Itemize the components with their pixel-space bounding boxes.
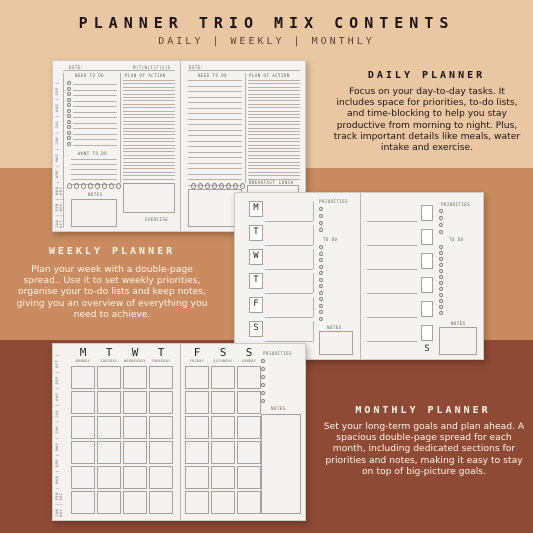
calendar-cell bbox=[123, 491, 147, 514]
priority-checkbox-icon bbox=[439, 223, 443, 227]
calendar-cell bbox=[123, 441, 147, 464]
calendar-cell bbox=[149, 466, 173, 489]
calendar-cell bbox=[237, 391, 261, 414]
divider bbox=[188, 174, 242, 175]
weekday-box bbox=[421, 229, 433, 245]
divider bbox=[123, 168, 175, 169]
divider bbox=[248, 175, 300, 176]
weekday-letter: S bbox=[253, 323, 259, 333]
calendar-cell bbox=[211, 466, 235, 489]
divider bbox=[123, 80, 175, 81]
divider bbox=[248, 124, 300, 125]
divider bbox=[313, 297, 314, 317]
divider bbox=[248, 117, 300, 118]
calendar-cell bbox=[123, 416, 147, 439]
monthly-planner-preview bbox=[52, 343, 306, 521]
priority-checkbox-icon bbox=[319, 207, 323, 211]
divider bbox=[188, 113, 242, 114]
day-letter: S bbox=[219, 346, 227, 359]
daily-weekdays: M|T|W|T|F|S|S bbox=[133, 65, 171, 70]
calendar-cell bbox=[97, 416, 121, 439]
daily-planner-heading: DAILY PLANNER bbox=[367, 70, 486, 81]
todo-checkbox-icon bbox=[319, 245, 323, 249]
todo-checkbox-icon bbox=[67, 81, 71, 85]
daily-need-to-do-label: NEED TO DO bbox=[75, 73, 105, 78]
divider bbox=[123, 148, 175, 149]
todo-checkbox-icon bbox=[439, 245, 443, 249]
priority-checkbox-icon bbox=[261, 391, 265, 395]
todo-checkbox-icon bbox=[319, 252, 323, 256]
day-name: SATURDAY bbox=[213, 359, 233, 363]
divider bbox=[73, 101, 117, 102]
weekly-priorities-label: PRIORITIES bbox=[319, 199, 349, 204]
todo-checkbox-icon bbox=[319, 271, 323, 275]
daily-date-label-right: DATE: bbox=[189, 65, 204, 70]
daily-notes-label: NOTES bbox=[88, 192, 103, 197]
water-drop-icon bbox=[109, 183, 114, 189]
divider bbox=[248, 87, 300, 88]
calendar-cell bbox=[149, 491, 173, 514]
calendar-cell bbox=[97, 391, 121, 414]
calendar-cell bbox=[123, 366, 147, 389]
meal-box bbox=[123, 183, 175, 213]
calendar-cell bbox=[71, 391, 95, 414]
calendar-cell bbox=[123, 391, 147, 414]
divider bbox=[123, 165, 175, 166]
divider bbox=[73, 84, 117, 85]
divider bbox=[248, 148, 300, 149]
divider bbox=[71, 179, 117, 180]
calendar-cell bbox=[237, 416, 261, 439]
page-subtitle: DAILY | WEEKLY | MONTHLY bbox=[158, 36, 375, 47]
calendar-cell bbox=[237, 491, 261, 514]
calendar-cell bbox=[97, 366, 121, 389]
weekday-box bbox=[421, 301, 433, 317]
divider bbox=[123, 128, 175, 129]
todo-checkbox-icon bbox=[319, 317, 323, 321]
notes-box bbox=[71, 199, 117, 227]
calendar-cell bbox=[149, 366, 173, 389]
todo-checkbox-icon bbox=[67, 87, 71, 91]
weekly-to-do-label: TO DO bbox=[323, 237, 338, 242]
divider bbox=[248, 134, 300, 135]
todo-checkbox-icon bbox=[67, 131, 71, 135]
divider bbox=[73, 145, 117, 146]
water-drop-icon bbox=[102, 183, 107, 189]
todo-checkbox-icon bbox=[67, 114, 71, 118]
divider bbox=[248, 168, 300, 169]
divider bbox=[367, 317, 417, 318]
weekday-box bbox=[421, 277, 433, 293]
divider bbox=[188, 163, 242, 164]
divider bbox=[248, 131, 300, 132]
weekday-letter: W bbox=[253, 251, 259, 261]
weekly-planner-description: Plan your week with a double-page spread.. Use it to set weekly priorities, organise your to-do lists and keep notes, giving you an overview of everything you need to achieve. bbox=[16, 264, 208, 320]
divider bbox=[188, 86, 242, 87]
todo-checkbox-icon bbox=[319, 278, 323, 282]
divider bbox=[248, 155, 300, 156]
water-drop-icon bbox=[116, 183, 121, 189]
water-drop-icon bbox=[88, 183, 93, 189]
divider bbox=[123, 114, 175, 115]
daily-plan-of-action-label-right: PLAN OF ACTION bbox=[249, 73, 290, 78]
todo-checkbox-icon bbox=[319, 304, 323, 308]
calendar-cell bbox=[185, 391, 209, 414]
calendar-cell bbox=[237, 466, 261, 489]
divider bbox=[248, 138, 300, 139]
todo-checkbox-icon bbox=[67, 120, 71, 124]
divider bbox=[367, 269, 417, 270]
daily-need-to-do-label-right: NEED TO DO bbox=[198, 73, 228, 78]
divider bbox=[123, 179, 175, 180]
divider bbox=[248, 107, 300, 108]
divider bbox=[313, 321, 314, 341]
day-letter: F bbox=[193, 346, 201, 359]
todo-checkbox-icon bbox=[319, 258, 323, 262]
day-name: SUNDAY bbox=[241, 359, 257, 363]
divider bbox=[313, 249, 314, 269]
divider bbox=[73, 128, 117, 129]
divider bbox=[248, 83, 300, 84]
day-letter: M bbox=[79, 346, 87, 359]
calendar-cell bbox=[149, 441, 173, 464]
priority-checkbox-icon bbox=[319, 214, 323, 218]
divider bbox=[188, 141, 242, 142]
calendar-cell bbox=[185, 491, 209, 514]
calendar-cell bbox=[211, 366, 235, 389]
todo-checkbox-icon bbox=[439, 299, 443, 303]
notes-box bbox=[319, 331, 353, 355]
divider bbox=[123, 97, 175, 98]
divider bbox=[248, 90, 300, 91]
divider bbox=[248, 80, 300, 81]
divider bbox=[123, 155, 175, 156]
divider bbox=[188, 130, 242, 131]
calendar-cell bbox=[185, 416, 209, 439]
water-drop-icon bbox=[81, 183, 86, 189]
todo-checkbox-icon bbox=[67, 125, 71, 129]
todo-checkbox-icon bbox=[67, 103, 71, 107]
divider bbox=[248, 141, 300, 142]
water-drop-icon bbox=[95, 183, 100, 189]
divider bbox=[367, 245, 417, 246]
divider bbox=[123, 162, 175, 163]
divider bbox=[248, 165, 300, 166]
divider bbox=[71, 174, 117, 175]
divider bbox=[188, 146, 242, 147]
monthly-planner-heading: MONTHLY PLANNER bbox=[355, 405, 491, 416]
monthly-notes-label: NOTES bbox=[271, 406, 286, 411]
divider bbox=[188, 168, 242, 169]
day-name: THURSDAY bbox=[151, 359, 171, 363]
divider bbox=[123, 100, 175, 101]
divider bbox=[313, 201, 314, 221]
todo-checkbox-icon bbox=[67, 142, 71, 146]
weekday-box bbox=[421, 325, 433, 341]
daily-planner-description: Focus on your day-to-day tasks. It includes space for priorities, to-do lists, and time-blocking to help you stay productive from morning to night. Plus, track important details like meals, water intake and exercise. bbox=[333, 86, 521, 154]
divider bbox=[188, 119, 242, 120]
divider bbox=[123, 83, 175, 84]
monthly-priorities-label: PRIORITIES bbox=[263, 351, 293, 356]
todo-checkbox-icon bbox=[439, 311, 443, 315]
divider bbox=[71, 164, 117, 165]
divider bbox=[123, 138, 175, 139]
day-name: MONDAY bbox=[75, 359, 91, 363]
calendar-cell bbox=[71, 466, 95, 489]
todo-checkbox-icon bbox=[67, 98, 71, 102]
divider bbox=[123, 158, 175, 159]
calendar-cell bbox=[97, 466, 121, 489]
divider bbox=[188, 80, 242, 81]
weekday-letter: T bbox=[253, 275, 259, 285]
weekly-notes-label: NOTES bbox=[327, 325, 342, 330]
divider bbox=[71, 159, 117, 160]
notes-box bbox=[261, 414, 301, 514]
divider bbox=[248, 104, 300, 105]
divider bbox=[367, 341, 417, 342]
priority-checkbox-icon bbox=[261, 375, 265, 379]
divider bbox=[188, 157, 242, 158]
divider bbox=[123, 90, 175, 91]
divider bbox=[248, 121, 300, 122]
day-letter: T bbox=[157, 346, 165, 359]
divider bbox=[123, 117, 175, 118]
divider bbox=[73, 139, 117, 140]
divider bbox=[248, 94, 300, 95]
todo-checkbox-icon bbox=[439, 305, 443, 309]
priority-checkbox-icon bbox=[261, 359, 265, 363]
todo-checkbox-icon bbox=[439, 281, 443, 285]
weekly-priorities-label-right: PRIORITIES bbox=[441, 202, 471, 207]
divider bbox=[248, 179, 300, 180]
weekly-planner-heading: WEEKLY PLANNER bbox=[48, 246, 176, 257]
notes-box bbox=[439, 327, 477, 355]
divider bbox=[123, 172, 175, 173]
daily-breakfast-label: BREAKFAST bbox=[249, 180, 276, 185]
daily-month-tabs: JAN | FEB | MAR | APR | MAY | JUN | JUL | AUG | SEP | OCT | NOV | DEC bbox=[55, 81, 63, 228]
daily-exercise-label: EXERCISE bbox=[145, 217, 169, 222]
divider bbox=[265, 293, 313, 294]
todo-checkbox-icon bbox=[319, 291, 323, 295]
todo-checkbox-icon bbox=[439, 251, 443, 255]
calendar-cell bbox=[71, 441, 95, 464]
todo-checkbox-icon bbox=[439, 293, 443, 297]
divider bbox=[248, 97, 300, 98]
daily-date-label: DATE: bbox=[69, 65, 84, 70]
divider bbox=[73, 123, 117, 124]
divider bbox=[123, 124, 175, 125]
day-name: WEDNESDAY bbox=[124, 359, 146, 363]
divider bbox=[188, 97, 242, 98]
calendar-cell bbox=[71, 491, 95, 514]
divider bbox=[188, 102, 242, 103]
day-letter: S bbox=[245, 346, 253, 359]
daily-want-to-do-label: WANT TO DO bbox=[78, 151, 108, 156]
todo-checkbox-icon bbox=[67, 92, 71, 96]
divider bbox=[73, 117, 117, 118]
todo-checkbox-icon bbox=[439, 269, 443, 273]
water-drop-icon bbox=[74, 183, 79, 189]
weekly-to-do-label-right: TO DO bbox=[449, 237, 464, 242]
calendar-cell bbox=[97, 441, 121, 464]
todo-checkbox-icon bbox=[319, 284, 323, 288]
divider bbox=[123, 141, 175, 142]
calendar-cell bbox=[149, 391, 173, 414]
weekly-planner-preview bbox=[234, 192, 484, 360]
weekday-letter: M bbox=[253, 203, 259, 213]
calendar-cell bbox=[237, 366, 261, 389]
day-letter: T bbox=[105, 346, 113, 359]
water-drop-icon bbox=[67, 183, 72, 189]
page-title: PLANNER TRIO MIX CONTENTS bbox=[78, 14, 455, 32]
divider bbox=[188, 152, 242, 153]
priority-checkbox-icon bbox=[439, 230, 443, 234]
calendar-cell bbox=[211, 491, 235, 514]
divider bbox=[248, 151, 300, 152]
divider bbox=[248, 100, 300, 101]
priority-checkbox-icon bbox=[261, 383, 265, 387]
priority-checkbox-icon bbox=[439, 216, 443, 220]
divider bbox=[248, 145, 300, 146]
divider bbox=[73, 112, 117, 113]
weekday-box bbox=[421, 205, 433, 221]
calendar-cell bbox=[123, 466, 147, 489]
divider bbox=[188, 108, 242, 109]
weekday-letter: T bbox=[253, 227, 259, 237]
divider bbox=[367, 293, 417, 294]
divider bbox=[73, 95, 117, 96]
daily-plan-of-action-label: PLAN OF ACTION bbox=[125, 73, 166, 78]
calendar-cell bbox=[211, 441, 235, 464]
calendar-cell bbox=[185, 466, 209, 489]
divider bbox=[123, 87, 175, 88]
divider bbox=[123, 111, 175, 112]
todo-checkbox-icon bbox=[319, 265, 323, 269]
divider bbox=[188, 91, 242, 92]
day-name: TUESDAY bbox=[100, 359, 118, 363]
todo-checkbox-icon bbox=[439, 287, 443, 291]
calendar-cell bbox=[97, 491, 121, 514]
divider bbox=[313, 273, 314, 293]
todo-checkbox-icon bbox=[439, 275, 443, 279]
todo-checkbox-icon bbox=[319, 310, 323, 314]
divider bbox=[248, 111, 300, 112]
weekly-notes-label-right: NOTES bbox=[451, 321, 466, 326]
todo-checkbox-icon bbox=[439, 263, 443, 267]
divider bbox=[265, 317, 313, 318]
divider bbox=[367, 221, 417, 222]
divider bbox=[123, 175, 175, 176]
divider bbox=[123, 121, 175, 122]
divider bbox=[188, 124, 242, 125]
calendar-cell bbox=[71, 416, 95, 439]
calendar-cell bbox=[185, 366, 209, 389]
weekday-letter: S bbox=[424, 344, 430, 354]
priority-checkbox-icon bbox=[261, 399, 265, 403]
daily-lunch-label: LUNCH bbox=[279, 180, 294, 185]
calendar-cell bbox=[237, 441, 261, 464]
calendar-cell bbox=[211, 416, 235, 439]
divider bbox=[123, 151, 175, 152]
divider bbox=[123, 131, 175, 132]
divider bbox=[248, 128, 300, 129]
divider bbox=[73, 134, 117, 135]
divider bbox=[265, 221, 313, 222]
divider bbox=[123, 104, 175, 105]
day-name: FRIDAY bbox=[189, 359, 205, 363]
todo-checkbox-icon bbox=[67, 109, 71, 113]
divider bbox=[248, 172, 300, 173]
divider bbox=[71, 169, 117, 170]
divider bbox=[265, 245, 313, 246]
divider bbox=[123, 145, 175, 146]
calendar-cell bbox=[211, 391, 235, 414]
divider bbox=[123, 107, 175, 108]
priority-checkbox-icon bbox=[319, 228, 323, 232]
weekday-letter: F bbox=[253, 299, 259, 309]
calendar-cell bbox=[71, 366, 95, 389]
monthly-planner-description: Set your long-term goals and plan ahead. A spacious double-page spread for each month, including dedicated sections for priorities and notes, making it easy to stay on top of big-picture goals. bbox=[323, 421, 525, 477]
todo-checkbox-icon bbox=[439, 257, 443, 261]
divider bbox=[248, 114, 300, 115]
divider bbox=[123, 94, 175, 95]
weekday-box bbox=[421, 253, 433, 269]
priority-checkbox-icon bbox=[319, 221, 323, 225]
day-letter: W bbox=[131, 346, 139, 359]
calendar-cell bbox=[185, 441, 209, 464]
priority-checkbox-icon bbox=[439, 209, 443, 213]
divider bbox=[265, 341, 313, 342]
divider bbox=[248, 158, 300, 159]
todo-checkbox-icon bbox=[319, 297, 323, 301]
divider bbox=[188, 179, 242, 180]
monthly-month-tabs: JAN | FEB | MAR | APR | MAY | JUN | JUL | AUG | SEP | OCT | NOV | DEC bbox=[55, 353, 63, 517]
todo-checkbox-icon bbox=[67, 136, 71, 140]
divider bbox=[265, 269, 313, 270]
divider bbox=[73, 90, 117, 91]
divider bbox=[248, 162, 300, 163]
divider bbox=[73, 106, 117, 107]
divider bbox=[123, 134, 175, 135]
priority-checkbox-icon bbox=[261, 367, 265, 371]
calendar-cell bbox=[149, 416, 173, 439]
divider bbox=[188, 135, 242, 136]
divider bbox=[313, 225, 314, 245]
